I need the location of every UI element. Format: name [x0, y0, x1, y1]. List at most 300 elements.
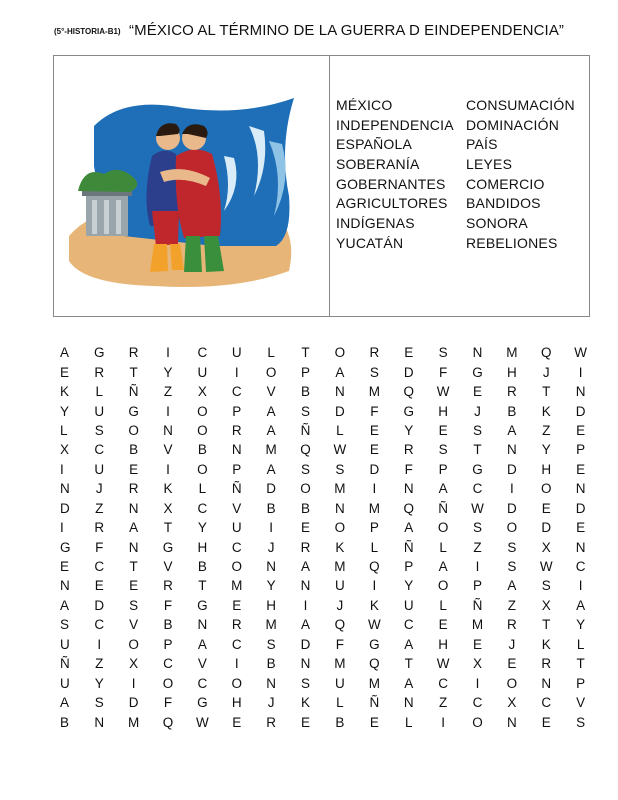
grid-letter[interactable]: J: [542, 364, 550, 380]
grid-letter[interactable]: A: [266, 461, 276, 477]
grid-letter[interactable]: E: [369, 714, 379, 730]
grid-letter[interactable]: R: [300, 539, 311, 555]
grid-letter[interactable]: P: [369, 520, 379, 536]
grid-letter[interactable]: S: [60, 617, 70, 633]
grid-letter[interactable]: I: [234, 656, 239, 672]
grid-letter[interactable]: M: [265, 617, 277, 633]
grid-letter[interactable]: V: [163, 559, 173, 575]
grid-letter[interactable]: S: [507, 539, 517, 555]
grid-letter[interactable]: A: [404, 520, 414, 536]
grid-letter[interactable]: N: [163, 422, 173, 438]
grid-letter[interactable]: D: [575, 500, 586, 516]
grid-letter[interactable]: A: [507, 578, 517, 594]
grid-letter[interactable]: I: [234, 364, 239, 380]
grid-letter[interactable]: R: [403, 442, 414, 458]
grid-letter[interactable]: O: [300, 481, 311, 497]
grid-letter[interactable]: M: [231, 578, 243, 594]
grid-letter[interactable]: D: [300, 636, 311, 652]
grid-letter[interactable]: H: [541, 461, 552, 477]
grid-letter[interactable]: K: [369, 597, 379, 613]
grid-letter[interactable]: J: [336, 597, 344, 613]
grid-letter[interactable]: N: [575, 481, 586, 497]
grid-letter[interactable]: I: [578, 364, 583, 380]
grid-letter[interactable]: H: [197, 539, 208, 555]
grid-letter[interactable]: I: [372, 578, 377, 594]
grid-letter[interactable]: T: [129, 364, 138, 380]
grid-letter[interactable]: K: [163, 481, 173, 497]
grid-letter[interactable]: O: [437, 520, 449, 536]
grid-letter[interactable]: O: [334, 345, 346, 361]
grid-letter[interactable]: C: [231, 636, 242, 652]
grid-letter[interactable]: N: [128, 539, 139, 555]
grid-letter[interactable]: U: [231, 520, 242, 536]
grid-letter[interactable]: Y: [541, 442, 551, 458]
grid-letter[interactable]: P: [576, 675, 586, 691]
grid-letter[interactable]: D: [60, 500, 70, 516]
grid-letter[interactable]: Y: [163, 364, 173, 380]
grid-letter[interactable]: M: [471, 617, 484, 633]
grid-letter[interactable]: N: [507, 442, 517, 458]
grid-letter[interactable]: Z: [507, 597, 516, 613]
grid-letter[interactable]: E: [472, 636, 482, 652]
grid-letter[interactable]: S: [507, 559, 517, 575]
grid-letter[interactable]: W: [367, 617, 381, 633]
grid-letter[interactable]: O: [472, 714, 483, 730]
grid-letter[interactable]: A: [438, 481, 448, 497]
grid-letter[interactable]: K: [541, 403, 551, 419]
grid-letter[interactable]: E: [507, 656, 517, 672]
grid-letter[interactable]: X: [541, 597, 551, 613]
grid-letter[interactable]: I: [303, 597, 308, 613]
grid-letter[interactable]: I: [166, 403, 170, 419]
grid-letter[interactable]: R: [369, 345, 380, 361]
grid-letter[interactable]: L: [336, 422, 344, 438]
grid-letter[interactable]: Q: [403, 384, 414, 400]
grid-letter[interactable]: L: [370, 539, 379, 555]
grid-letter[interactable]: A: [266, 403, 276, 419]
grid-letter[interactable]: P: [438, 461, 448, 477]
grid-letter[interactable]: D: [94, 597, 105, 613]
grid-letter[interactable]: E: [94, 578, 104, 594]
grid-letter[interactable]: Q: [334, 617, 346, 633]
grid-letter[interactable]: D: [541, 520, 552, 536]
grid-letter[interactable]: U: [94, 403, 105, 419]
grid-letter[interactable]: W: [333, 442, 347, 458]
grid-letter[interactable]: I: [578, 578, 583, 594]
grid-letter[interactable]: M: [506, 345, 518, 361]
grid-letter[interactable]: C: [231, 539, 242, 555]
grid-letter[interactable]: V: [129, 617, 139, 633]
grid-letter[interactable]: I: [475, 559, 480, 575]
grid-letter[interactable]: C: [472, 695, 483, 711]
grid-letter[interactable]: W: [436, 384, 450, 400]
grid-letter[interactable]: U: [335, 675, 345, 691]
grid-letter[interactable]: L: [576, 636, 585, 652]
grid-letter[interactable]: D: [369, 461, 380, 477]
grid-letter[interactable]: U: [335, 578, 345, 594]
grid-letter[interactable]: G: [93, 345, 105, 361]
grid-letter[interactable]: X: [129, 656, 139, 672]
grid-letter[interactable]: O: [231, 675, 243, 691]
grid-letter[interactable]: N: [541, 675, 552, 691]
grid-letter[interactable]: S: [472, 422, 482, 438]
grid-letter[interactable]: G: [162, 539, 174, 555]
grid-letter[interactable]: C: [94, 442, 105, 458]
grid-letter[interactable]: E: [129, 461, 139, 477]
grid-letter[interactable]: N: [60, 578, 70, 594]
grid-letter[interactable]: E: [301, 520, 311, 536]
grid-letter[interactable]: Z: [542, 422, 551, 438]
grid-letter[interactable]: N: [575, 539, 586, 555]
grid-letter[interactable]: Q: [541, 345, 552, 361]
grid-letter[interactable]: D: [335, 403, 345, 419]
grid-letter[interactable]: Y: [576, 617, 586, 633]
grid-letter[interactable]: C: [197, 500, 208, 516]
grid-letter[interactable]: W: [195, 714, 209, 730]
grid-letter[interactable]: N: [94, 714, 105, 730]
grid-letter[interactable]: A: [301, 559, 311, 575]
grid-letter[interactable]: C: [575, 559, 586, 575]
grid-letter[interactable]: G: [197, 695, 208, 711]
grid-letter[interactable]: I: [166, 345, 170, 361]
grid-letter[interactable]: G: [369, 636, 380, 652]
grid-letter[interactable]: O: [162, 675, 174, 691]
grid-letter[interactable]: Y: [404, 578, 414, 594]
grid-letter[interactable]: B: [197, 442, 207, 458]
grid-letter[interactable]: L: [267, 345, 275, 361]
grid-letter[interactable]: J: [267, 539, 275, 555]
grid-letter[interactable]: C: [403, 617, 414, 633]
grid-letter[interactable]: M: [127, 714, 140, 730]
grid-letter[interactable]: J: [95, 481, 103, 497]
grid-letter[interactable]: Z: [95, 656, 104, 672]
grid-letter[interactable]: N: [197, 617, 208, 633]
grid-letter[interactable]: R: [94, 364, 105, 380]
grid-letter[interactable]: M: [265, 442, 277, 458]
grid-letter[interactable]: T: [473, 442, 482, 458]
grid-letter[interactable]: A: [404, 636, 414, 652]
grid-letter[interactable]: G: [403, 403, 414, 419]
grid-letter[interactable]: N: [335, 384, 345, 400]
grid-letter[interactable]: H: [231, 695, 242, 711]
grid-letter[interactable]: A: [576, 597, 586, 613]
grid-letter[interactable]: A: [60, 597, 70, 613]
grid-letter[interactable]: S: [438, 442, 448, 458]
grid-letter[interactable]: Y: [404, 422, 414, 438]
grid-letter[interactable]: R: [128, 345, 139, 361]
grid-letter[interactable]: O: [197, 403, 208, 419]
grid-letter[interactable]: N: [300, 578, 311, 594]
grid-letter[interactable]: A: [197, 636, 207, 652]
grid-letter[interactable]: C: [94, 559, 105, 575]
grid-letter[interactable]: Q: [162, 714, 174, 730]
grid-letter[interactable]: I: [60, 520, 64, 536]
grid-letter[interactable]: I: [269, 520, 274, 536]
grid-letter[interactable]: A: [60, 345, 70, 361]
grid-letter[interactable]: Ñ: [438, 500, 448, 516]
grid-letter[interactable]: I: [510, 481, 514, 497]
grid-letter[interactable]: E: [438, 617, 448, 633]
grid-letter[interactable]: Z: [473, 539, 482, 555]
grid-letter[interactable]: I: [97, 636, 102, 652]
grid-letter[interactable]: U: [231, 345, 242, 361]
grid-letter[interactable]: A: [507, 422, 517, 438]
grid-letter[interactable]: Z: [438, 695, 448, 711]
grid-letter[interactable]: V: [266, 384, 276, 400]
grid-letter[interactable]: P: [163, 636, 173, 652]
grid-letter[interactable]: K: [541, 636, 551, 652]
grid-letter[interactable]: K: [60, 384, 70, 400]
grid-letter[interactable]: S: [94, 695, 104, 711]
grid-letter[interactable]: D: [403, 364, 414, 380]
grid-letter[interactable]: S: [472, 520, 482, 536]
grid-letter[interactable]: E: [232, 714, 242, 730]
grid-letter[interactable]: C: [197, 675, 208, 691]
grid-letter[interactable]: E: [60, 364, 70, 380]
grid-letter[interactable]: E: [404, 345, 414, 361]
grid-letter[interactable]: N: [575, 384, 586, 400]
grid-letter[interactable]: E: [129, 578, 139, 594]
grid-letter[interactable]: U: [94, 461, 105, 477]
grid-letter[interactable]: P: [576, 442, 586, 458]
grid-letter[interactable]: V: [197, 656, 207, 672]
grid-letter[interactable]: F: [438, 364, 448, 380]
grid-letter[interactable]: T: [542, 384, 551, 400]
grid-letter[interactable]: M: [334, 656, 346, 672]
grid-letter[interactable]: O: [506, 520, 518, 536]
grid-letter[interactable]: B: [266, 500, 276, 516]
grid-letter[interactable]: B: [60, 714, 70, 730]
grid-letter[interactable]: R: [507, 384, 517, 400]
grid-letter[interactable]: S: [301, 461, 311, 477]
grid-letter[interactable]: N: [266, 675, 277, 691]
grid-letter[interactable]: I: [166, 461, 170, 477]
grid-letter[interactable]: E: [369, 422, 379, 438]
grid-letter[interactable]: Ñ: [60, 656, 70, 672]
grid-letter[interactable]: L: [198, 481, 207, 497]
grid-letter[interactable]: O: [128, 636, 139, 652]
grid-letter[interactable]: R: [507, 617, 517, 633]
grid-letter[interactable]: D: [266, 481, 277, 497]
grid-letter[interactable]: E: [541, 714, 551, 730]
grid-letter[interactable]: D: [507, 500, 517, 516]
grid-letter[interactable]: R: [231, 617, 242, 633]
grid-letter[interactable]: X: [507, 695, 517, 711]
grid-letter[interactable]: V: [163, 442, 173, 458]
grid-letter[interactable]: E: [576, 520, 586, 536]
grid-letter[interactable]: R: [231, 422, 242, 438]
grid-letter[interactable]: M: [368, 500, 380, 516]
grid-letter[interactable]: N: [128, 500, 139, 516]
grid-letter[interactable]: M: [334, 481, 346, 497]
grid-letter[interactable]: T: [542, 617, 551, 633]
grid-letter[interactable]: E: [232, 597, 242, 613]
grid-letter[interactable]: F: [370, 403, 379, 419]
grid-letter[interactable]: B: [301, 500, 311, 516]
grid-letter[interactable]: Q: [369, 559, 380, 575]
grid-letter[interactable]: S: [335, 461, 345, 477]
grid-letter[interactable]: B: [129, 442, 139, 458]
grid-letter[interactable]: Q: [369, 656, 380, 672]
grid-letter[interactable]: X: [541, 539, 551, 555]
grid-letter[interactable]: Ñ: [128, 384, 139, 400]
grid-letter[interactable]: C: [438, 675, 448, 691]
grid-letter[interactable]: I: [131, 675, 136, 691]
grid-letter[interactable]: W: [539, 559, 553, 575]
grid-letter[interactable]: S: [94, 422, 104, 438]
grid-letter[interactable]: N: [266, 559, 277, 575]
grid-letter[interactable]: F: [95, 539, 104, 555]
grid-letter[interactable]: I: [60, 461, 64, 477]
grid-letter[interactable]: N: [403, 481, 414, 497]
grid-letter[interactable]: S: [541, 578, 551, 594]
grid-letter[interactable]: B: [266, 656, 276, 672]
grid-letter[interactable]: A: [335, 364, 345, 380]
grid-letter[interactable]: W: [471, 500, 484, 516]
grid-letter[interactable]: L: [439, 597, 447, 613]
grid-letter[interactable]: O: [231, 559, 243, 575]
grid-letter[interactable]: J: [508, 636, 516, 652]
grid-letter[interactable]: L: [336, 695, 344, 711]
grid-letter[interactable]: E: [472, 384, 482, 400]
grid-letter[interactable]: J: [474, 403, 481, 419]
grid-letter[interactable]: T: [163, 520, 173, 536]
grid-letter[interactable]: R: [94, 520, 105, 536]
grid-letter[interactable]: O: [506, 675, 518, 691]
grid-letter[interactable]: E: [438, 422, 448, 438]
grid-letter[interactable]: U: [60, 636, 70, 652]
grid-letter[interactable]: C: [472, 481, 483, 497]
grid-letter[interactable]: G: [472, 364, 483, 380]
grid-letter[interactable]: N: [231, 442, 242, 458]
grid-letter[interactable]: L: [60, 422, 68, 438]
grid-letter[interactable]: H: [438, 403, 448, 419]
grid-letter[interactable]: R: [128, 481, 139, 497]
grid-letter[interactable]: W: [574, 345, 588, 361]
grid-letter[interactable]: S: [301, 675, 311, 691]
grid-letter[interactable]: E: [576, 461, 586, 477]
grid-letter[interactable]: U: [197, 364, 208, 380]
grid-letter[interactable]: M: [368, 675, 380, 691]
grid-letter[interactable]: N: [403, 695, 414, 711]
grid-letter[interactable]: D: [128, 695, 139, 711]
grid-letter[interactable]: K: [335, 539, 345, 555]
grid-letter[interactable]: E: [60, 559, 70, 575]
grid-letter[interactable]: R: [163, 578, 173, 594]
grid-letter[interactable]: Q: [403, 500, 414, 516]
grid-letter[interactable]: Ñ: [369, 695, 380, 711]
grid-letter[interactable]: O: [541, 481, 552, 497]
grid-letter[interactable]: E: [301, 714, 311, 730]
grid-letter[interactable]: P: [472, 578, 482, 594]
grid-letter[interactable]: T: [129, 559, 138, 575]
grid-letter[interactable]: N: [60, 481, 70, 497]
grid-letter[interactable]: B: [301, 384, 311, 400]
grid-letter[interactable]: S: [301, 403, 311, 419]
grid-letter[interactable]: S: [129, 597, 139, 613]
grid-letter[interactable]: A: [60, 695, 70, 711]
grid-letter[interactable]: W: [436, 656, 450, 672]
grid-letter[interactable]: S: [369, 364, 379, 380]
grid-letter[interactable]: B: [335, 714, 345, 730]
grid-letter[interactable]: M: [334, 559, 346, 575]
grid-letter[interactable]: I: [441, 714, 445, 730]
grid-letter[interactable]: F: [335, 636, 345, 652]
grid-letter[interactable]: T: [576, 656, 585, 672]
grid-letter[interactable]: A: [129, 520, 139, 536]
grid-letter[interactable]: C: [94, 617, 105, 633]
grid-letter[interactable]: B: [163, 617, 173, 633]
grid-letter[interactable]: A: [438, 559, 448, 575]
grid-letter[interactable]: S: [576, 714, 586, 730]
grid-letter[interactable]: F: [163, 597, 173, 613]
grid-letter[interactable]: V: [232, 500, 242, 516]
grid-letter[interactable]: L: [404, 714, 413, 730]
grid-letter[interactable]: L: [95, 384, 103, 400]
grid-letter[interactable]: D: [575, 403, 586, 419]
grid-letter[interactable]: P: [301, 364, 311, 380]
grid-letter[interactable]: Ñ: [300, 422, 311, 438]
grid-letter[interactable]: I: [372, 481, 377, 497]
grid-letter[interactable]: T: [301, 345, 310, 361]
grid-letter[interactable]: P: [232, 403, 242, 419]
grid-letter[interactable]: M: [368, 384, 380, 400]
grid-letter[interactable]: S: [438, 345, 448, 361]
grid-letter[interactable]: N: [472, 345, 483, 361]
grid-letter[interactable]: H: [266, 597, 277, 613]
grid-letter[interactable]: Z: [163, 384, 173, 400]
grid-letter[interactable]: B: [507, 403, 517, 419]
grid-letter[interactable]: P: [404, 559, 414, 575]
grid-letter[interactable]: S: [266, 636, 276, 652]
grid-letter[interactable]: F: [163, 695, 173, 711]
grid-letter[interactable]: J: [267, 695, 275, 711]
grid-letter[interactable]: D: [507, 461, 517, 477]
grid-letter[interactable]: N: [507, 714, 517, 730]
grid-letter[interactable]: R: [266, 714, 277, 730]
grid-letter[interactable]: N: [300, 656, 311, 672]
grid-letter[interactable]: A: [404, 675, 414, 691]
grid-letter[interactable]: O: [334, 520, 346, 536]
grid-letter[interactable]: R: [541, 656, 552, 672]
grid-letter[interactable]: Ñ: [403, 539, 414, 555]
grid-letter[interactable]: E: [576, 422, 586, 438]
grid-letter[interactable]: A: [301, 617, 311, 633]
grid-letter[interactable]: Ñ: [231, 481, 242, 497]
grid-letter[interactable]: Y: [60, 403, 70, 419]
grid-letter[interactable]: G: [60, 539, 71, 555]
grid-letter[interactable]: O: [437, 578, 449, 594]
grid-letter[interactable]: Y: [197, 520, 207, 536]
grid-letter[interactable]: A: [266, 422, 276, 438]
grid-letter[interactable]: X: [60, 442, 70, 458]
grid-letter[interactable]: C: [163, 656, 173, 672]
grid-letter[interactable]: T: [198, 578, 207, 594]
grid-letter[interactable]: Z: [95, 500, 104, 516]
grid-letter[interactable]: N: [335, 500, 345, 516]
grid-letter[interactable]: C: [197, 345, 208, 361]
grid-letter[interactable]: E: [369, 442, 379, 458]
grid-letter[interactable]: K: [301, 695, 311, 711]
grid-letter[interactable]: Q: [300, 442, 311, 458]
grid-letter[interactable]: X: [472, 656, 482, 672]
grid-letter[interactable]: G: [197, 597, 208, 613]
grid-letter[interactable]: C: [541, 695, 552, 711]
grid-letter[interactable]: G: [472, 461, 483, 477]
grid-letter[interactable]: B: [197, 559, 207, 575]
grid-letter[interactable]: I: [475, 675, 480, 691]
grid-letter[interactable]: X: [197, 384, 207, 400]
